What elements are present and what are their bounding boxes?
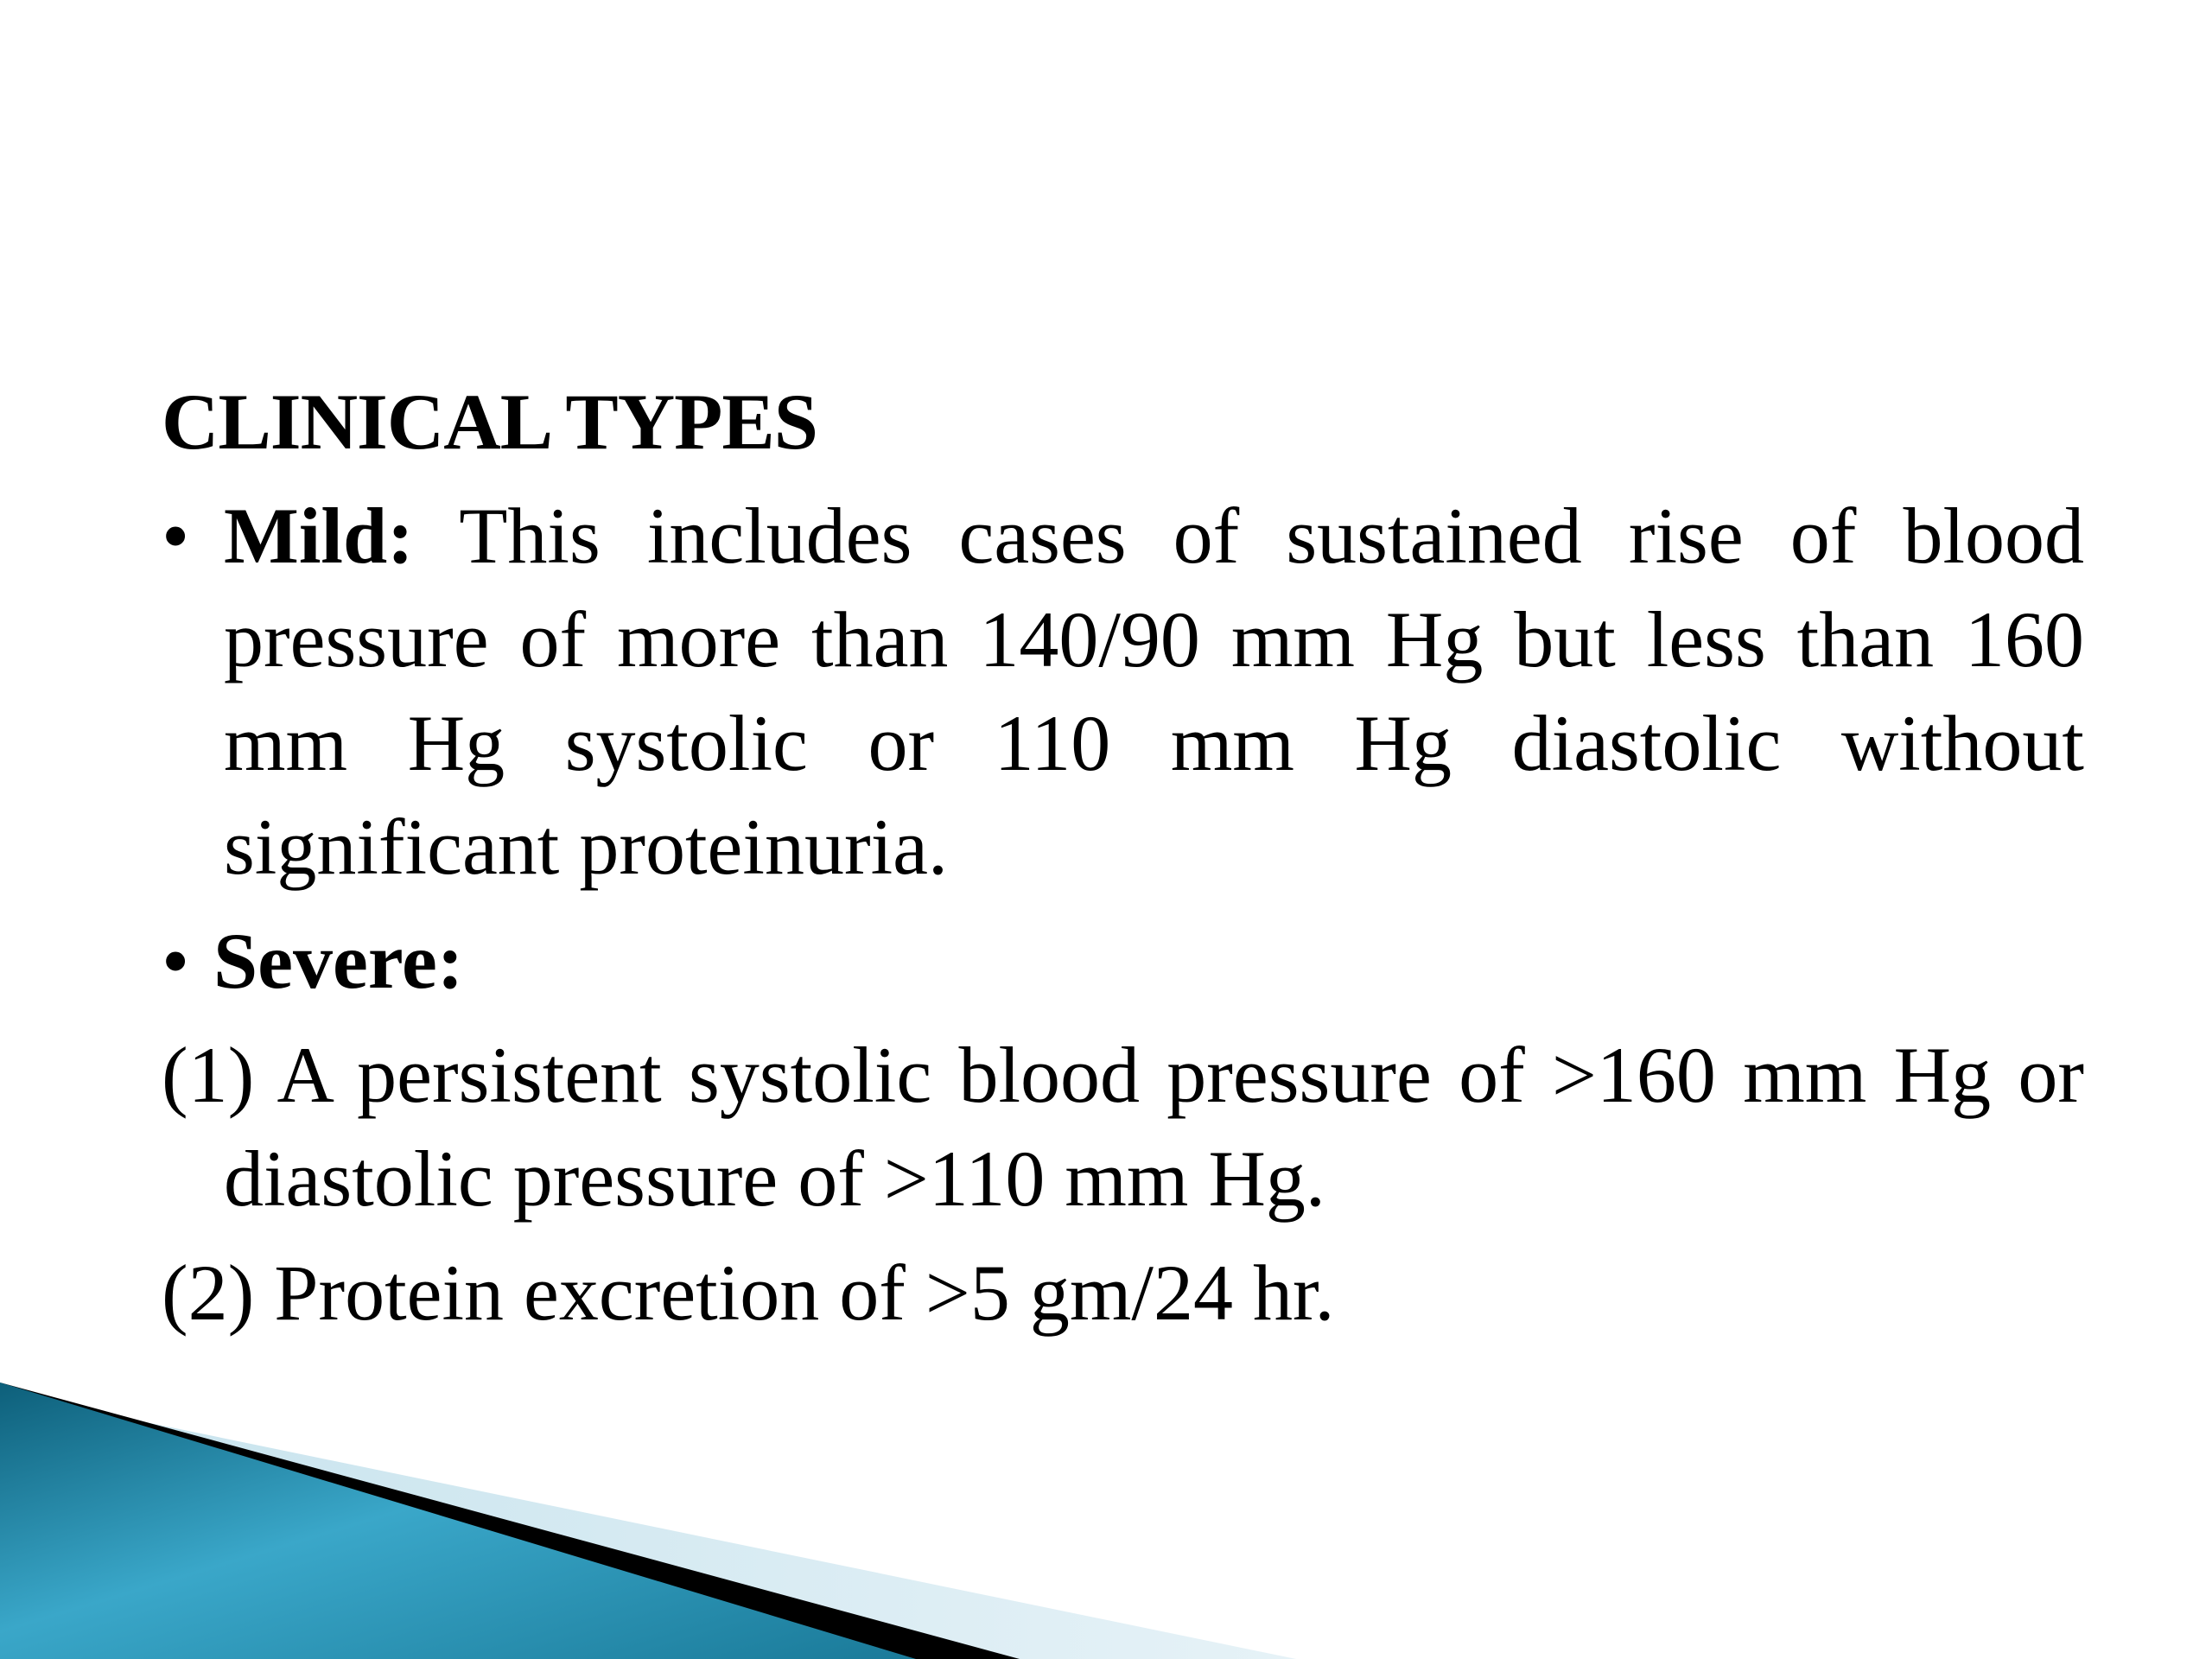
severe-item-1 — [162, 1023, 2084, 1230]
bullet-severe — [162, 909, 2084, 1013]
item-number: (1) — [162, 1031, 255, 1119]
decorative-swoosh — [0, 1382, 2212, 1659]
item-text: A persistent systolic blood pressure of >160 mm Hg or diastolic pressure of >110 mm Hg. — [224, 1031, 2084, 1223]
item-text: Protein excretion of >5 gm/24 hr. — [274, 1249, 1335, 1337]
slide-heading: CLINICAL TYPES — [162, 378, 817, 466]
severe-label: Severe: — [213, 917, 464, 1005]
bullet-mild — [162, 484, 2084, 899]
item-number: (2) — [162, 1249, 255, 1337]
swoosh-teal-band — [0, 1382, 916, 1659]
slide-content — [162, 370, 2084, 1355]
bullet-dot: • — [162, 492, 190, 580]
mild-text: This includes cases of sustained rise of blood pressure of more than 140/90 mm Hg but less than 160 mm Hg systolic or 110 mm Hg diastolic without significant proteinuria. — [224, 492, 2085, 891]
mild-label: Mild: — [224, 492, 414, 580]
severe-item-2 — [162, 1241, 2084, 1344]
bullet-dot: • — [162, 917, 190, 1005]
